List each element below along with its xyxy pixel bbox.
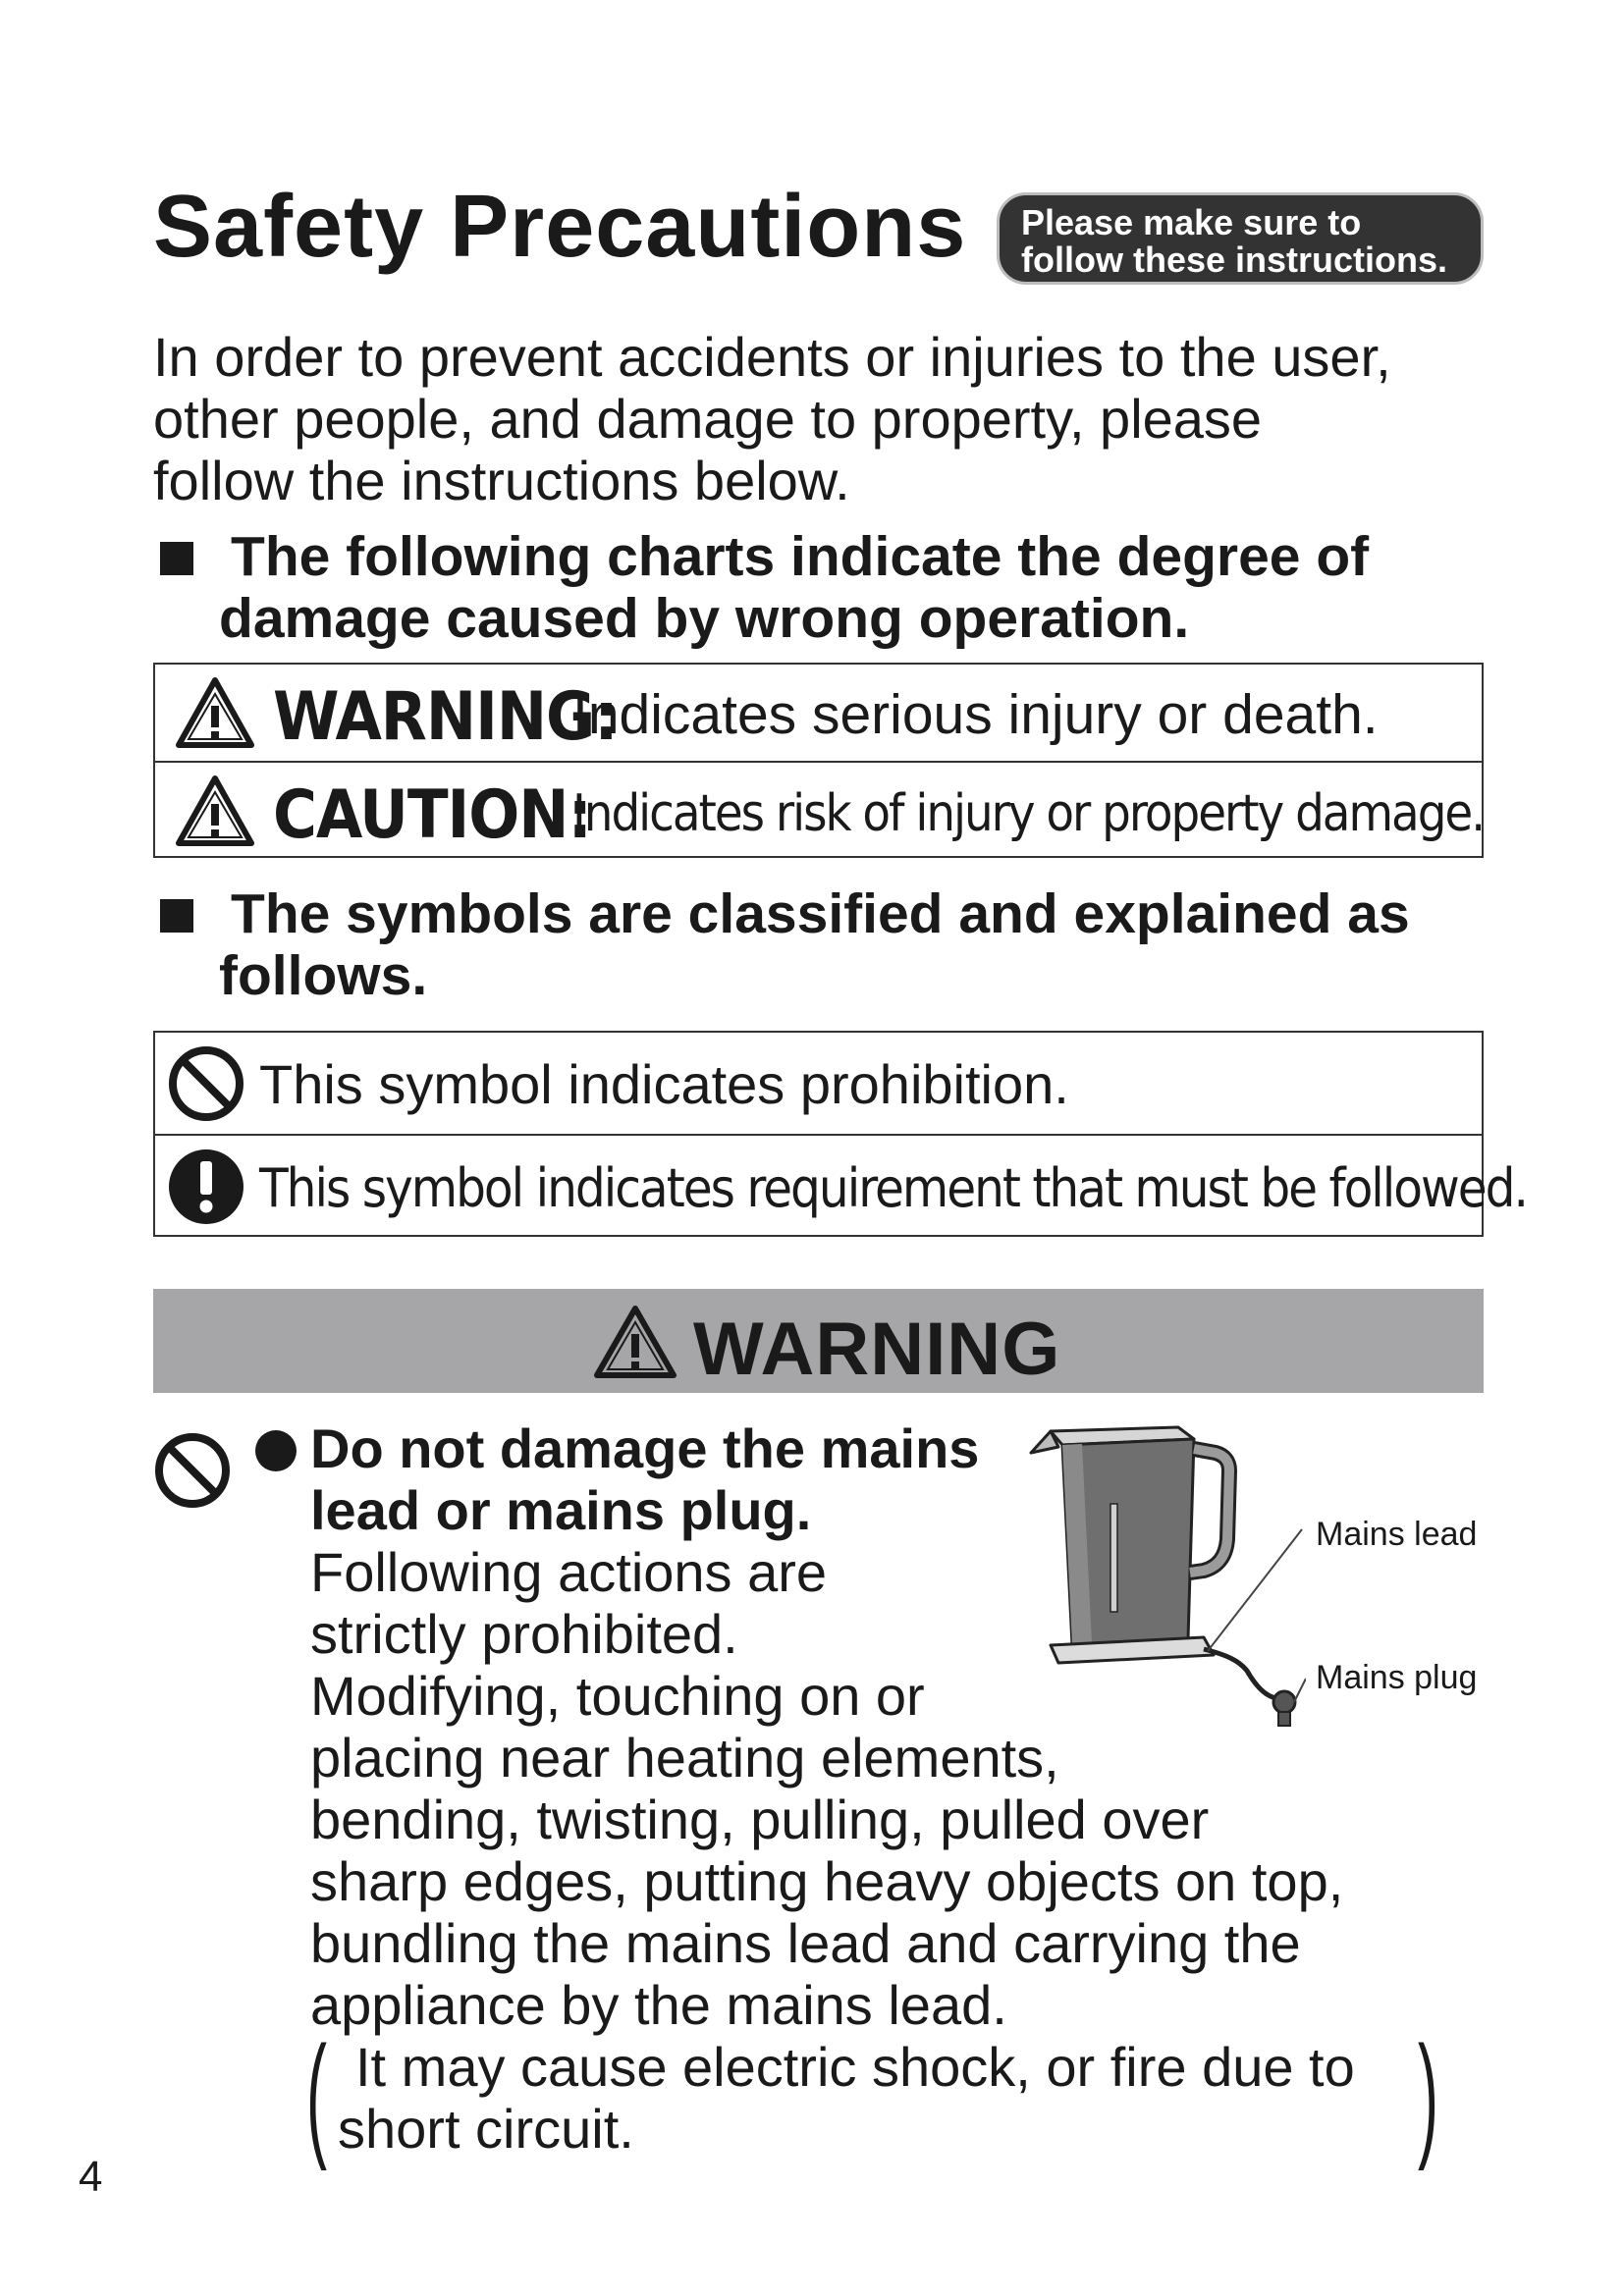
symbol-text-mandatory: This symbol indicates requirement that must be followed. [259, 1157, 1527, 1219]
label-mains-lead: Mains lead [1316, 1516, 1478, 1553]
badge-line-2: follow these instructions. [1021, 240, 1448, 280]
degree-label-caution: CAUTION: [273, 776, 591, 854]
intro-line-2: other people, and damage to property, please [153, 388, 1263, 450]
square-bullet-icon [160, 899, 193, 933]
warning-triangle-icon [175, 676, 255, 749]
degree-table [153, 663, 1484, 858]
instruction-badge [997, 192, 1484, 285]
warning-triangle-icon [593, 1305, 677, 1379]
note-line-2: short circuit. [338, 2098, 634, 2160]
mandatory-icon [167, 1148, 245, 1226]
warning-body-line: sharp edges, putting heavy objects on top, [310, 1850, 1344, 1912]
caution-triangle-icon [175, 774, 255, 847]
warning-body-line: strictly prohibited. [310, 1603, 738, 1665]
intro-line-3: follow the instructions below. [153, 450, 850, 511]
page-number: 4 [79, 2153, 103, 2201]
badge-line-1: Please make sure to [1021, 202, 1362, 242]
label-mains-plug: Mains plug [1316, 1659, 1478, 1696]
section-heading-line-2: damage caused by wrong operation. [219, 587, 1190, 650]
intro-line-1: In order to prevent accidents or injuries to the user, [153, 326, 1391, 388]
bullet-dot-icon [253, 1428, 298, 1473]
section-heading-line-1: The symbols are classified and explained as [231, 882, 1410, 945]
degree-text-warning: Indicates serious injury or death. [572, 683, 1379, 746]
warning-body-line: bundling the mains lead and carrying the [310, 1912, 1301, 1974]
symbol-row-mandatory [155, 1134, 1527, 1237]
degree-row-caution [155, 761, 1485, 858]
degree-row-warning [155, 665, 1482, 761]
section-heading-line-2: follows. [219, 944, 428, 1007]
page-title: Safety Precautions [153, 178, 967, 276]
kettle-illustration [1011, 1414, 1306, 1737]
section-heading-line-1: The following charts indicate the degree of [231, 525, 1370, 588]
warning-title-line-1: Do not damage the mains [310, 1417, 980, 1479]
square-bullet-icon [160, 542, 193, 575]
degree-text-caution: Indicates risk of injury or property damage. [572, 784, 1485, 843]
warning-body-line: Following actions are [310, 1541, 828, 1603]
prohibition-icon [153, 1431, 232, 1510]
symbol-row-prohibition [155, 1033, 1482, 1134]
warning-banner [153, 1289, 1484, 1393]
warning-title-line-2: lead or mains plug. [310, 1479, 812, 1541]
prohibition-icon [167, 1044, 245, 1123]
warning-body-line: bending, twisting, pulling, pulled over [310, 1789, 1210, 1850]
warning-body-line: appliance by the mains lead. [310, 1974, 1007, 2036]
note-close-paren: ) [1418, 2017, 1438, 2171]
symbol-table [153, 1031, 1527, 1237]
note-line-1: It may cause electric shock, or fire due to [355, 2036, 1355, 2098]
warning-body-line: Modifying, touching on or [310, 1665, 925, 1727]
intro-paragraph [153, 326, 1508, 511]
warning-body-line: placing near heating elements, [310, 1727, 1059, 1789]
warning-banner-label: WARNING [693, 1308, 1061, 1391]
degree-label-warning: WARNING: [273, 678, 618, 756]
symbol-text-prohibition: This symbol indicates prohibition. [259, 1053, 1069, 1115]
note-open-paren: ( [306, 2017, 327, 2171]
